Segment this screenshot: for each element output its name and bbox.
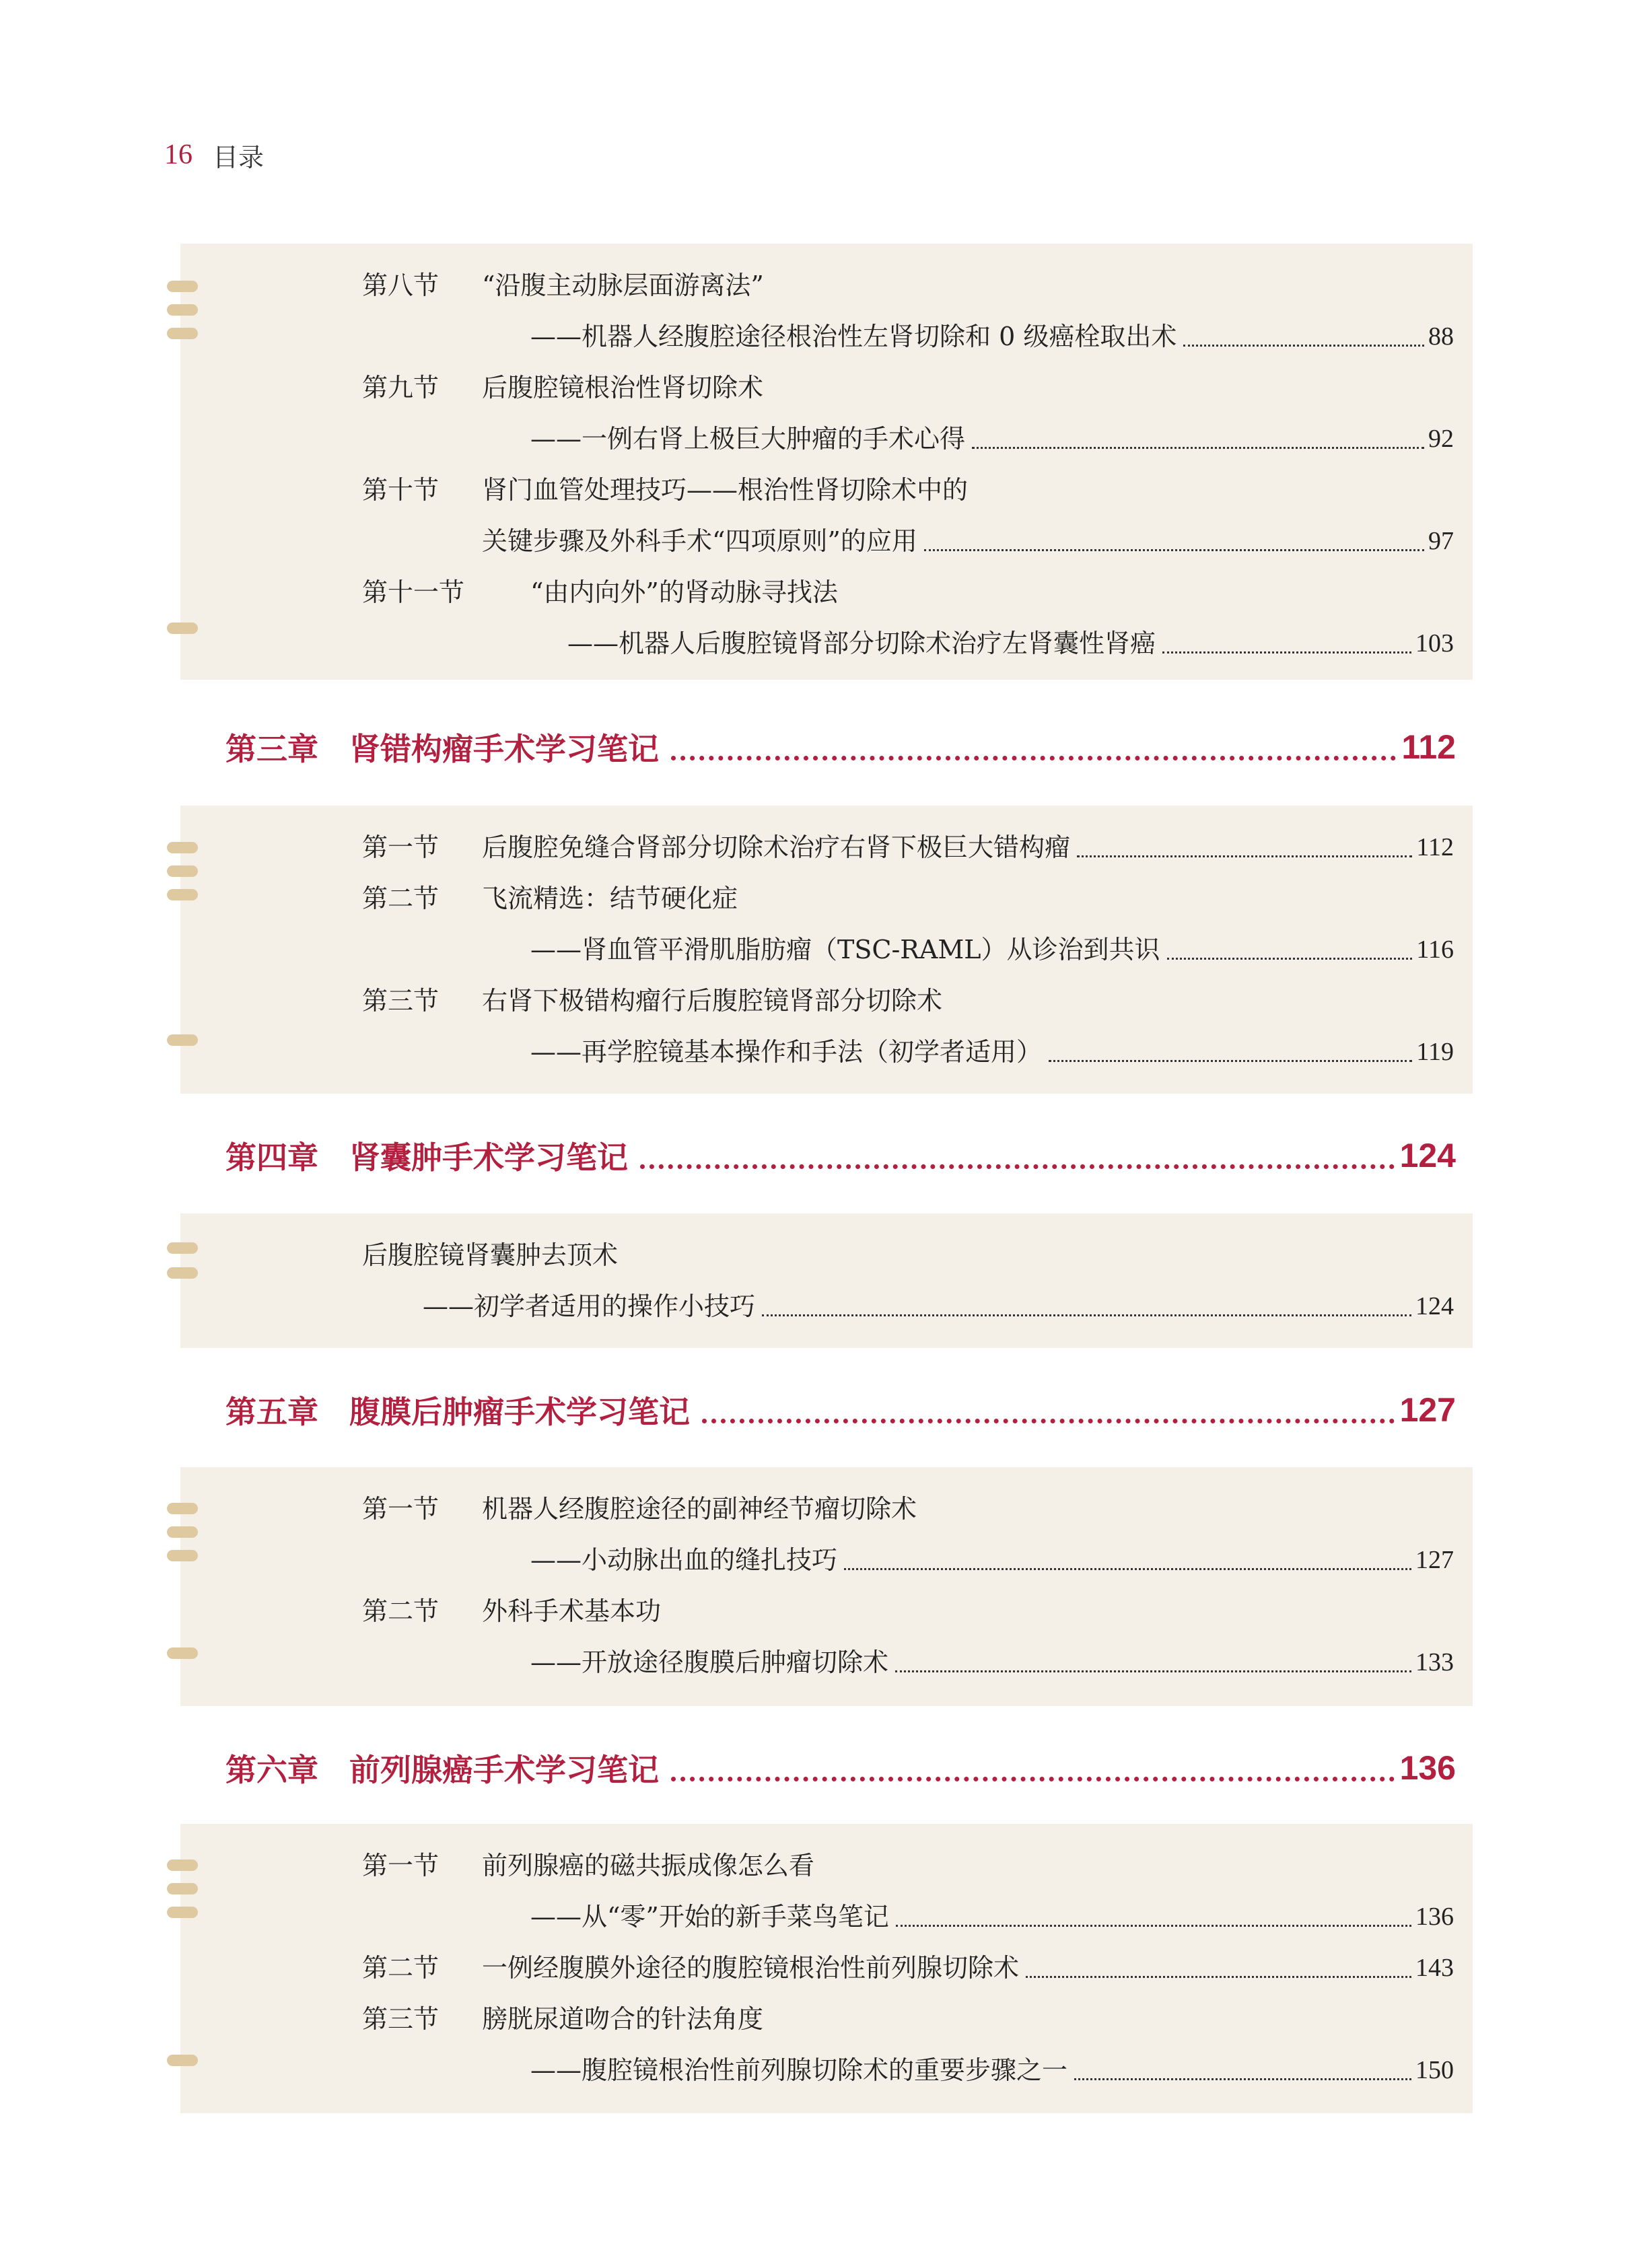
toc-entry: [362, 367, 1454, 408]
entry-page: 116: [1416, 935, 1454, 964]
chapter-page: 124: [1399, 1137, 1456, 1174]
dot-leader: [972, 447, 1424, 449]
toc-entry[interactable]: [362, 1897, 1454, 1937]
entry-title: 肾门血管处理技巧——根治性肾切除术中的: [482, 475, 969, 505]
toc-entry: [362, 265, 1454, 306]
toc-entry[interactable]: [362, 623, 1454, 664]
entry-page: 133: [1415, 1648, 1454, 1676]
chapter-number: 第六章: [225, 1752, 318, 1788]
chapter-title: 前列腺癌手术学习笔记: [349, 1752, 659, 1788]
dot-leader: [671, 1777, 1395, 1781]
section-label: 第一节: [362, 832, 440, 862]
toc-entry: [362, 1999, 1454, 2039]
page-header: [164, 135, 264, 175]
entry-page: 119: [1416, 1038, 1454, 1066]
toc-entry[interactable]: [362, 2050, 1454, 2090]
toc-entry[interactable]: [362, 827, 1454, 867]
toc-entry: [362, 878, 1454, 919]
entry-page: 136: [1415, 1903, 1454, 1931]
toc-entry[interactable]: [362, 1286, 1454, 1326]
toc-entry: [362, 1489, 1454, 1529]
section-label: 第一节: [362, 1851, 440, 1880]
entry-title: 关键步骤及外科手术“四项原则”的应用: [482, 526, 917, 556]
dot-leader: [895, 1670, 1411, 1672]
chapter-title: 腹膜后肿瘤手术学习笔记: [349, 1394, 690, 1430]
chapter-heading[interactable]: [225, 1129, 1456, 1182]
entry-page: 103: [1415, 629, 1454, 658]
entry-title: 膀胱尿道吻合的针法角度: [482, 2004, 764, 2034]
chapter-page: 136: [1399, 1749, 1456, 1787]
dot-leader: [1049, 1060, 1412, 1062]
toc-entry[interactable]: [362, 419, 1454, 459]
dot-leader: [702, 1419, 1395, 1423]
dot-leader: [844, 1568, 1411, 1570]
toc-section-box: [180, 1824, 1473, 2113]
chapter-title: 肾错构瘤手术学习笔记: [349, 731, 659, 767]
entry-title: 后腹腔免缝合肾部分切除术治疗右肾下极巨大错构瘤: [482, 832, 1071, 862]
running-title: 目录: [213, 142, 265, 172]
toc-section-box: [180, 1213, 1473, 1348]
toc-entry[interactable]: [362, 929, 1454, 970]
entry-page: 127: [1415, 1546, 1454, 1574]
entry-title: “由内向外”的肾动脉寻找法: [530, 577, 838, 607]
toc-entry[interactable]: [362, 1642, 1454, 1682]
chapter-number: 第五章: [225, 1394, 318, 1430]
entry-page: 97: [1428, 527, 1454, 555]
section-label: 第九节: [362, 373, 440, 402]
chapter-number: 第四章: [225, 1139, 318, 1176]
section-label: 第二节: [362, 884, 440, 913]
entry-title: ——腹腔镜根治性前列腺切除术的重要步骤之一: [530, 2055, 1068, 2085]
section-label: 第二节: [362, 1953, 440, 1983]
chapter-page: 127: [1399, 1391, 1456, 1429]
entry-title: ——一例右肾上极巨大肿瘤的手术心得: [530, 424, 966, 454]
chapter-page: 112: [1401, 728, 1456, 766]
toc-section-box: [180, 244, 1473, 680]
entry-page: 124: [1415, 1292, 1454, 1320]
entry-title: ——小动脉出血的缝扎技巧: [530, 1545, 838, 1575]
chapter-number: 第三章: [225, 731, 318, 767]
dot-leader: [1026, 1976, 1411, 1978]
entry-title: ——机器人经腹腔途径根治性左肾切除和 0 级癌栓取出术: [530, 322, 1177, 351]
entry-title: ——初学者适用的操作小技巧: [423, 1291, 756, 1321]
dot-leader: [640, 1164, 1395, 1169]
entry-title: ——开放途径腹膜后肿瘤切除术: [530, 1647, 889, 1677]
entry-page: 92: [1428, 425, 1454, 453]
entry-title: 后腹腔镜根治性肾切除术: [482, 373, 764, 402]
section-label: 第三节: [362, 986, 440, 1016]
entry-title: ——再学腔镜基本操作和手法（初学者适用）: [530, 1037, 1043, 1067]
dot-leader: [1167, 958, 1413, 960]
entry-title: 后腹腔镜肾囊肿去顶术: [362, 1240, 619, 1270]
section-label: 第二节: [362, 1596, 440, 1626]
toc-entry: [362, 1845, 1454, 1886]
dot-leader: [762, 1314, 1411, 1316]
entry-page: 143: [1415, 1954, 1454, 1982]
chapter-heading[interactable]: [225, 720, 1456, 774]
entry-title: “沿腹主动脉层面游离法”: [482, 271, 764, 300]
toc-entry[interactable]: [362, 316, 1454, 357]
toc-entry[interactable]: [362, 521, 1454, 561]
entry-title: 机器人经腹腔途径的副神经节瘤切除术: [482, 1494, 917, 1524]
toc-entry[interactable]: [362, 1948, 1454, 1988]
entry-title: 前列腺癌的磁共振成像怎么看: [482, 1851, 815, 1880]
entry-page: 88: [1428, 322, 1454, 351]
entry-title: ——肾血管平滑肌脂肪瘤（TSC-RAML）从诊治到共识: [530, 935, 1160, 964]
chapter-heading[interactable]: [225, 1741, 1456, 1795]
entry-title: 飞流精选：结节硬化症: [482, 884, 738, 913]
toc-entry[interactable]: [362, 1032, 1454, 1072]
entry-title: 一例经腹膜外途径的腹腔镜根治性前列腺切除术: [482, 1953, 1020, 1983]
toc-entry: [362, 981, 1454, 1021]
section-label: 第十节: [362, 475, 440, 505]
toc-entry: [362, 1591, 1454, 1631]
toc-entry[interactable]: [362, 1540, 1454, 1580]
toc-section-box: [180, 1467, 1473, 1706]
dot-leader: [1077, 855, 1412, 857]
section-label: 第一节: [362, 1494, 440, 1524]
entry-page: 112: [1416, 833, 1454, 861]
toc-section-box: [180, 806, 1473, 1094]
dot-leader: [924, 549, 1424, 551]
dot-leader: [1183, 345, 1424, 347]
chapter-heading[interactable]: [225, 1383, 1456, 1437]
entry-title: ——从“零”开始的新手菜鸟笔记: [530, 1902, 889, 1932]
section-label: 第十一节: [362, 577, 465, 607]
toc-entry: [362, 1235, 1454, 1275]
entry-title: ——机器人后腹腔镜肾部分切除术治疗左肾囊性肾癌: [567, 629, 1156, 658]
chapter-title: 肾囊肿手术学习笔记: [349, 1139, 628, 1176]
entry-page: 150: [1415, 2056, 1454, 2084]
section-label: 第三节: [362, 2004, 440, 2034]
dot-leader: [671, 756, 1396, 760]
page-number: 16: [164, 139, 192, 170]
dot-leader: [1162, 651, 1411, 653]
section-label: 第八节: [362, 271, 440, 300]
toc-entry: [362, 470, 1454, 510]
dot-leader: [1074, 2078, 1411, 2080]
entry-title: 外科手术基本功: [482, 1596, 662, 1626]
dot-leader: [896, 1925, 1411, 1927]
entry-title: 右肾下极错构瘤行后腹腔镜肾部分切除术: [482, 986, 943, 1016]
toc-entry: [362, 572, 1454, 612]
